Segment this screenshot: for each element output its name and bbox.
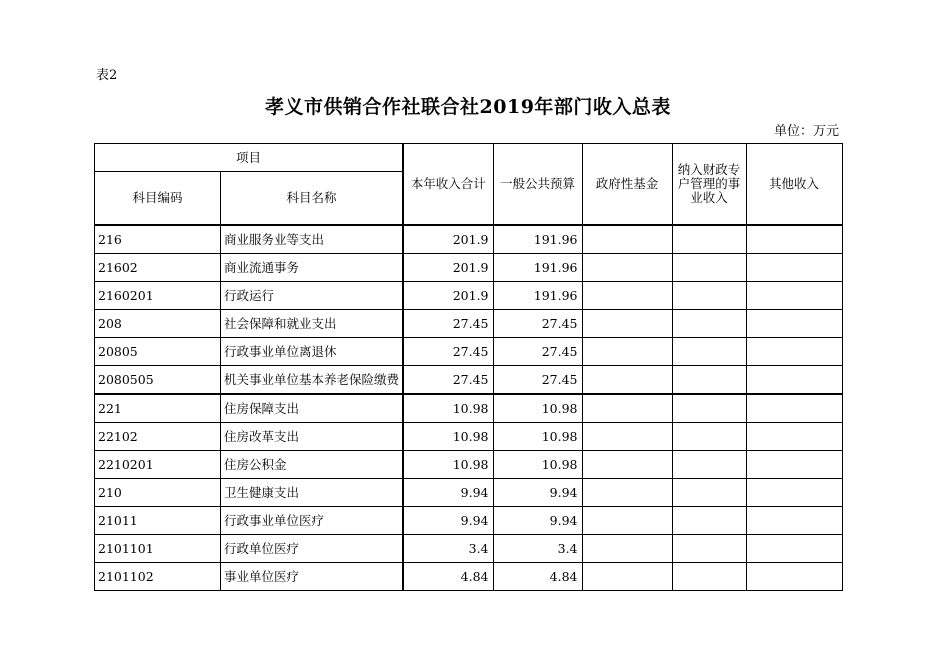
cell-other-income — [746, 394, 842, 423]
cell-code: 21011 — [95, 507, 221, 535]
cell-code: 21602 — [95, 254, 221, 282]
table-row — [95, 310, 843, 338]
cell-other-income — [746, 535, 842, 563]
cell-general-budget: 10.98 — [493, 394, 582, 423]
page-title: 孝义市供销合作社联合社2019年部门收入总表 — [265, 96, 671, 118]
cell-name: 行政事业单位离退休 — [221, 338, 404, 366]
cell-gov-fund — [582, 423, 672, 451]
cell-gov-fund — [582, 282, 672, 310]
cell-fiscal-special — [672, 394, 746, 423]
cell-general-budget: 191.96 — [493, 254, 582, 282]
cell-total: 10.98 — [403, 394, 493, 423]
cell-general-budget: 27.45 — [493, 366, 582, 395]
cell-general-budget: 9.94 — [493, 479, 582, 507]
cell-code: 2101101 — [95, 535, 221, 563]
cell-other-income — [746, 282, 842, 310]
unit-label: 单位：万元 — [773, 124, 839, 139]
cell-other-income — [746, 338, 842, 366]
table-row — [95, 423, 843, 451]
cell-other-income — [746, 479, 842, 507]
header-other-income: 其他收入 — [746, 144, 842, 226]
cell-gov-fund — [582, 451, 672, 479]
table-row — [95, 366, 843, 395]
cell-other-income — [746, 451, 842, 479]
header-name: 科目名称 — [221, 172, 404, 226]
cell-name: 事业单位医疗 — [221, 563, 404, 591]
cell-other-income — [746, 225, 842, 254]
cell-total: 3.4 — [403, 535, 493, 563]
cell-total: 9.94 — [403, 507, 493, 535]
cell-general-budget: 10.98 — [493, 451, 582, 479]
table-row — [95, 394, 843, 423]
cell-general-budget: 27.45 — [493, 338, 582, 366]
cell-code: 2101102 — [95, 563, 221, 591]
cell-general-budget: 3.4 — [493, 535, 582, 563]
cell-other-income — [746, 507, 842, 535]
cell-general-budget: 191.96 — [493, 282, 582, 310]
cell-other-income — [746, 423, 842, 451]
cell-code: 221 — [95, 394, 221, 423]
table-row — [95, 338, 843, 366]
cell-general-budget: 9.94 — [493, 507, 582, 535]
cell-total: 9.94 — [403, 479, 493, 507]
header-fiscal-special: 纳入财政专户管理的事业收入 — [672, 144, 746, 226]
cell-total: 10.98 — [403, 451, 493, 479]
cell-gov-fund — [582, 225, 672, 254]
cell-code: 2210201 — [95, 451, 221, 479]
cell-name: 住房改革支出 — [221, 423, 404, 451]
cell-code: 208 — [95, 310, 221, 338]
cell-other-income — [746, 310, 842, 338]
cell-name: 机关事业单位基本养老保险缴费 — [221, 366, 404, 395]
cell-gov-fund — [582, 338, 672, 366]
cell-fiscal-special — [672, 507, 746, 535]
table-row — [95, 507, 843, 535]
cell-other-income — [746, 366, 842, 395]
cell-fiscal-special — [672, 338, 746, 366]
cell-name: 行政单位医疗 — [221, 535, 404, 563]
cell-total: 201.9 — [403, 225, 493, 254]
table-row — [95, 535, 843, 563]
cell-fiscal-special — [672, 563, 746, 591]
cell-code: 2080505 — [95, 366, 221, 395]
header-code: 科目编码 — [95, 172, 221, 226]
cell-gov-fund — [582, 563, 672, 591]
cell-code: 20805 — [95, 338, 221, 366]
cell-gov-fund — [582, 310, 672, 338]
cell-total: 10.98 — [403, 423, 493, 451]
cell-general-budget: 27.45 — [493, 310, 582, 338]
cell-gov-fund — [582, 254, 672, 282]
cell-fiscal-special — [672, 282, 746, 310]
cell-fiscal-special — [672, 254, 746, 282]
header-total: 本年收入合计 — [403, 144, 493, 226]
cell-fiscal-special — [672, 225, 746, 254]
cell-code: 210 — [95, 479, 221, 507]
cell-total: 4.84 — [403, 563, 493, 591]
cell-name: 商业服务业等支出 — [221, 225, 404, 254]
cell-gov-fund — [582, 394, 672, 423]
cell-total: 201.9 — [403, 254, 493, 282]
cell-gov-fund — [582, 535, 672, 563]
cell-general-budget: 191.96 — [493, 225, 582, 254]
cell-name: 行政事业单位医疗 — [221, 507, 404, 535]
table-row — [95, 282, 843, 310]
cell-other-income — [746, 563, 842, 591]
cell-code: 216 — [95, 225, 221, 254]
cell-code: 22102 — [95, 423, 221, 451]
header-project: 项目 — [95, 144, 404, 172]
cell-fiscal-special — [672, 366, 746, 395]
cell-code: 2160201 — [95, 282, 221, 310]
cell-total: 27.45 — [403, 366, 493, 395]
cell-fiscal-special — [672, 423, 746, 451]
header-gov-fund: 政府性基金 — [582, 144, 672, 226]
table-row — [95, 254, 843, 282]
table-row — [95, 479, 843, 507]
cell-fiscal-special — [672, 451, 746, 479]
cell-general-budget: 4.84 — [493, 563, 582, 591]
cell-total: 27.45 — [403, 310, 493, 338]
cell-gov-fund — [582, 507, 672, 535]
cell-name: 卫生健康支出 — [221, 479, 404, 507]
cell-name: 行政运行 — [221, 282, 404, 310]
cell-other-income — [746, 254, 842, 282]
table-row — [95, 225, 843, 254]
cell-total: 201.9 — [403, 282, 493, 310]
header-general-budget: 一般公共预算 — [493, 144, 582, 226]
cell-total: 27.45 — [403, 338, 493, 366]
table-row — [95, 451, 843, 479]
table-row — [95, 563, 843, 591]
cell-name: 社会保障和就业支出 — [221, 310, 404, 338]
cell-fiscal-special — [672, 535, 746, 563]
cell-fiscal-special — [672, 479, 746, 507]
header-row-1 — [95, 144, 843, 172]
cell-name: 住房公积金 — [221, 451, 404, 479]
cell-gov-fund — [582, 366, 672, 395]
cell-general-budget: 10.98 — [493, 423, 582, 451]
cell-gov-fund — [582, 479, 672, 507]
cell-name: 住房保障支出 — [221, 394, 404, 423]
cell-name: 商业流通事务 — [221, 254, 404, 282]
table-number-label: 表2 — [96, 68, 118, 83]
cell-fiscal-special — [672, 310, 746, 338]
income-summary-table — [94, 143, 843, 591]
